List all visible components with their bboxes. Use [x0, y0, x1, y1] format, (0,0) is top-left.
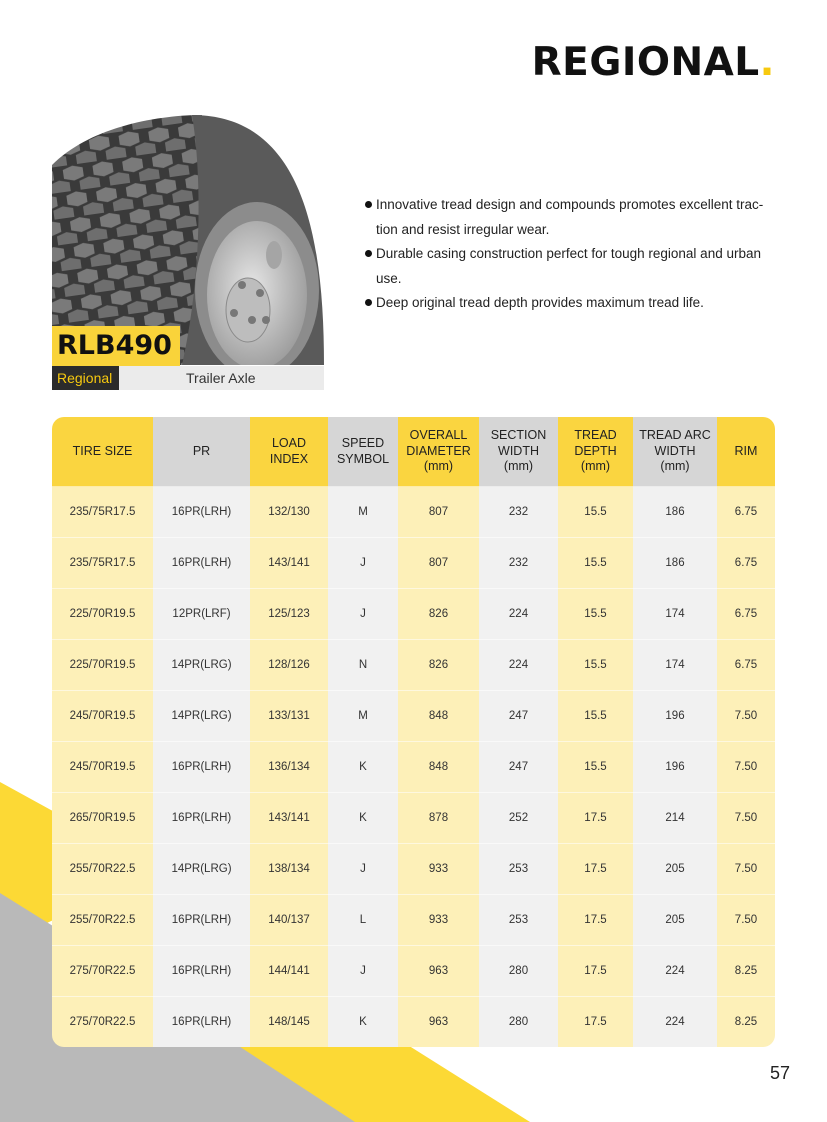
- table-cell: 7.50: [717, 691, 775, 742]
- table-cell: 16PR(LRH): [153, 895, 250, 946]
- table-cell: 15.5: [558, 640, 633, 691]
- table-cell: 16PR(LRH): [153, 793, 250, 844]
- feature-item: Innovative tread design and compounds promotes excellent trac-tion and resist irregular wear.: [365, 193, 777, 242]
- title-accent-dot: .: [759, 40, 775, 85]
- table-cell: 807: [398, 487, 479, 538]
- table-cell: 265/70R19.5: [52, 793, 153, 844]
- table-cell: 186: [633, 538, 717, 589]
- column-header-line: DIAMETER: [406, 443, 471, 458]
- table-cell: J: [328, 844, 398, 895]
- table-cell: 16PR(LRH): [153, 487, 250, 538]
- column-header-line: TREAD ARC: [639, 428, 711, 443]
- table-cell: 255/70R22.5: [52, 895, 153, 946]
- table-cell: 12PR(LRF): [153, 589, 250, 640]
- table-cell: J: [328, 589, 398, 640]
- feature-item: Durable casing construction perfect for tough regional and urban use.: [365, 242, 777, 291]
- table-cell: 205: [633, 844, 717, 895]
- table-cell: 255/70R22.5: [52, 844, 153, 895]
- table-cell: 6.75: [717, 487, 775, 538]
- table-cell: 16PR(LRH): [153, 538, 250, 589]
- table-cell: 143/141: [250, 793, 328, 844]
- column-header-line: WIDTH: [654, 443, 696, 458]
- table-cell: 132/130: [250, 487, 328, 538]
- table-cell: 6.75: [717, 538, 775, 589]
- table-cell: 275/70R22.5: [52, 997, 153, 1048]
- page-title: [532, 40, 775, 85]
- table-cell: 196: [633, 691, 717, 742]
- table-cell: J: [328, 946, 398, 997]
- table-row: [52, 997, 775, 1048]
- table-cell: 138/134: [250, 844, 328, 895]
- table-cell: 224: [633, 946, 717, 997]
- table-cell: 235/75R17.5: [52, 487, 153, 538]
- column-header-line: RIM: [734, 443, 758, 458]
- column-header-line: INDEX: [269, 451, 309, 466]
- table-cell: 140/137: [250, 895, 328, 946]
- table-cell: 17.5: [558, 793, 633, 844]
- axle-position-label: Trailer Axle: [119, 366, 324, 390]
- table-cell: 963: [398, 946, 479, 997]
- table-cell: J: [328, 538, 398, 589]
- table-cell: 933: [398, 844, 479, 895]
- table-cell: 128/126: [250, 640, 328, 691]
- table-cell: 16PR(LRH): [153, 946, 250, 997]
- column-header: [153, 417, 250, 487]
- table-body: [52, 487, 775, 1048]
- table-row: [52, 793, 775, 844]
- table-cell: 6.75: [717, 589, 775, 640]
- table-cell: 15.5: [558, 691, 633, 742]
- table-cell: 15.5: [558, 487, 633, 538]
- table-cell: 7.50: [717, 844, 775, 895]
- table-row: [52, 589, 775, 640]
- table-cell: 826: [398, 589, 479, 640]
- table-cell: 144/141: [250, 946, 328, 997]
- column-header-line: TIRE SIZE: [72, 443, 133, 458]
- table-row: [52, 895, 775, 946]
- category-tag: Regional: [52, 366, 119, 390]
- table-cell: 17.5: [558, 844, 633, 895]
- column-header: [328, 417, 398, 487]
- table-cell: 125/123: [250, 589, 328, 640]
- table-cell: 235/75R17.5: [52, 538, 153, 589]
- table-cell: 933: [398, 895, 479, 946]
- table-cell: 963: [398, 997, 479, 1048]
- column-header: [717, 417, 775, 487]
- table-cell: 245/70R19.5: [52, 742, 153, 793]
- table-cell: 14PR(LRG): [153, 691, 250, 742]
- table-cell: 148/145: [250, 997, 328, 1048]
- table-cell: 174: [633, 640, 717, 691]
- table-cell: 214: [633, 793, 717, 844]
- column-header-line: OVERALL: [409, 428, 468, 443]
- table-cell: K: [328, 997, 398, 1048]
- table-cell: 205: [633, 895, 717, 946]
- table-cell: 232: [479, 538, 558, 589]
- table-cell: 7.50: [717, 895, 775, 946]
- table-header-row: [52, 417, 775, 487]
- table-cell: 15.5: [558, 742, 633, 793]
- table-cell: 136/134: [250, 742, 328, 793]
- table-cell: M: [328, 487, 398, 538]
- column-header: [250, 417, 328, 487]
- table-row: [52, 538, 775, 589]
- table-cell: 186: [633, 487, 717, 538]
- column-header: [479, 417, 558, 487]
- table-cell: 14PR(LRG): [153, 844, 250, 895]
- table-cell: 224: [479, 640, 558, 691]
- table-cell: 247: [479, 691, 558, 742]
- column-header-line: SPEED: [341, 436, 385, 450]
- table-cell: 275/70R22.5: [52, 946, 153, 997]
- column-header-line: PR: [192, 443, 211, 458]
- table-cell: 225/70R19.5: [52, 589, 153, 640]
- table-cell: 807: [398, 538, 479, 589]
- table-cell: 7.50: [717, 742, 775, 793]
- table-cell: 15.5: [558, 538, 633, 589]
- table-row: [52, 844, 775, 895]
- table-cell: 7.50: [717, 793, 775, 844]
- feature-item: Deep original tread depth provides maximum tread life.: [365, 291, 777, 316]
- page-title-text: REGIONAL: [531, 40, 760, 85]
- column-header-line: (mm): [580, 459, 611, 474]
- column-header-line: (mm): [503, 459, 534, 474]
- column-header-line: TREAD: [574, 428, 617, 443]
- column-header-line: (mm): [660, 459, 690, 474]
- table-row: [52, 640, 775, 691]
- table-cell: 196: [633, 742, 717, 793]
- table-cell: 17.5: [558, 946, 633, 997]
- table-cell: 245/70R19.5: [52, 691, 153, 742]
- feature-list: [365, 193, 777, 316]
- table-cell: 253: [479, 895, 558, 946]
- table-cell: 247: [479, 742, 558, 793]
- table-cell: 280: [479, 946, 558, 997]
- table-cell: 280: [479, 997, 558, 1048]
- column-header: [633, 417, 717, 487]
- table-cell: N: [328, 640, 398, 691]
- column-header-line: (mm): [423, 459, 454, 474]
- table-cell: 16PR(LRH): [153, 742, 250, 793]
- table-cell: M: [328, 691, 398, 742]
- table-cell: 133/131: [250, 691, 328, 742]
- table-cell: 878: [398, 793, 479, 844]
- table-row: [52, 742, 775, 793]
- table-row: [52, 487, 775, 538]
- column-header: [398, 417, 479, 487]
- column-header-line: LOAD: [271, 436, 307, 450]
- table-cell: 224: [633, 997, 717, 1048]
- table-cell: 848: [398, 742, 479, 793]
- table-row: [52, 691, 775, 742]
- column-header-line: SECTION: [490, 428, 547, 443]
- table-cell: 143/141: [250, 538, 328, 589]
- table-cell: 8.25: [717, 997, 775, 1048]
- table-cell: 826: [398, 640, 479, 691]
- table-cell: L: [328, 895, 398, 946]
- spec-table: [52, 417, 775, 1047]
- table-cell: 252: [479, 793, 558, 844]
- model-name: RLB490: [52, 326, 180, 366]
- table-cell: 224: [479, 589, 558, 640]
- table-cell: 16PR(LRH): [153, 997, 250, 1048]
- column-header-line: DEPTH: [574, 443, 617, 458]
- table-cell: 14PR(LRG): [153, 640, 250, 691]
- table-cell: 6.75: [717, 640, 775, 691]
- column-header: [52, 417, 153, 487]
- table-cell: 848: [398, 691, 479, 742]
- table-cell: K: [328, 793, 398, 844]
- page-number: 57: [769, 1063, 790, 1083]
- table-cell: 174: [633, 589, 717, 640]
- table-row: [52, 946, 775, 997]
- table-cell: K: [328, 742, 398, 793]
- column-header-line: WIDTH: [498, 443, 539, 458]
- table-cell: 225/70R19.5: [52, 640, 153, 691]
- table-cell: 8.25: [717, 946, 775, 997]
- table-cell: 232: [479, 487, 558, 538]
- column-header: [558, 417, 633, 487]
- table-cell: 15.5: [558, 589, 633, 640]
- table-cell: 253: [479, 844, 558, 895]
- table-cell: 17.5: [558, 895, 633, 946]
- table-cell: 17.5: [558, 997, 633, 1048]
- column-header-line: SYMBOL: [336, 451, 390, 466]
